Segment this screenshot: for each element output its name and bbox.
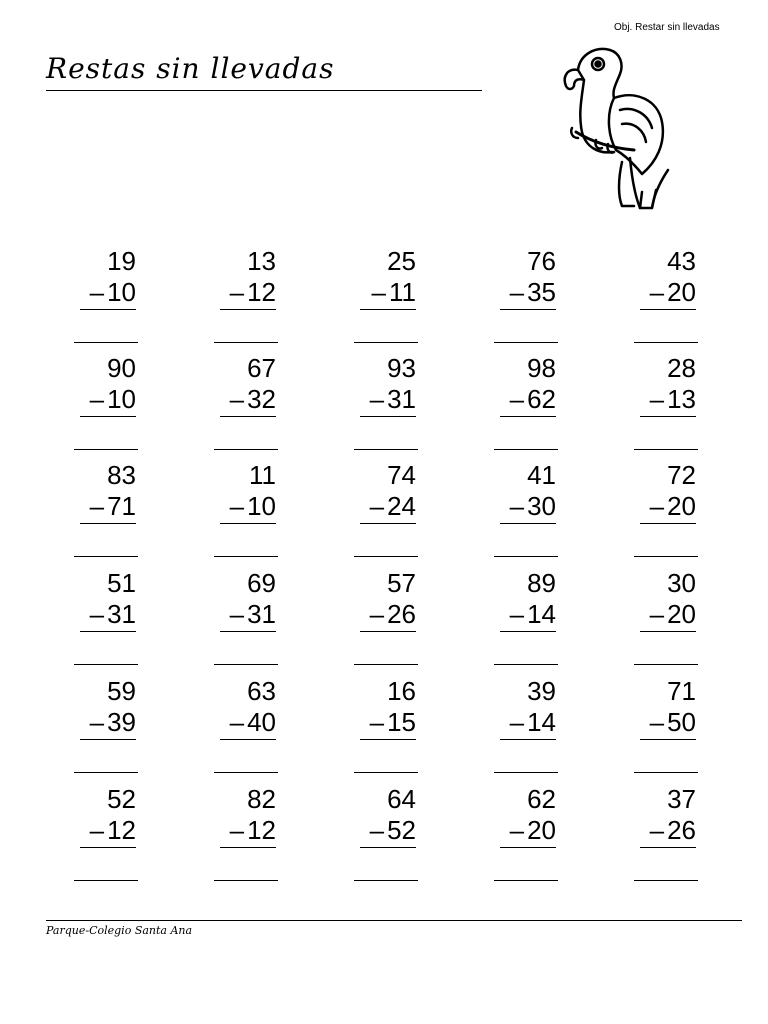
answer-blank[interactable]	[214, 449, 278, 450]
minuend: 59	[107, 676, 136, 706]
answer-blank[interactable]	[494, 556, 558, 557]
minus-sign: –	[509, 491, 525, 521]
minuend: 11	[249, 460, 276, 490]
subtrahend: 40	[247, 707, 276, 737]
minuend: 25	[387, 246, 416, 276]
minus-sign: –	[371, 277, 386, 307]
answer-blank[interactable]	[74, 342, 138, 343]
subtraction-problem	[630, 784, 710, 884]
subtraction-problem	[350, 784, 430, 884]
subtrahend: 12	[107, 815, 136, 845]
operation-rule	[360, 523, 416, 524]
minus-sign: –	[649, 277, 665, 307]
subtraction-problem	[490, 246, 570, 346]
operation-rule	[640, 309, 696, 310]
footer-school: Parque-Colegio Santa Ana	[46, 924, 193, 937]
minuend: 76	[527, 246, 556, 276]
operation-rule	[80, 739, 136, 740]
answer-blank[interactable]	[634, 556, 698, 557]
subtrahend-row	[372, 277, 416, 307]
answer-blank[interactable]	[354, 664, 418, 665]
minus-sign: –	[229, 599, 245, 629]
operation-rule	[220, 416, 276, 417]
subtraction-problem	[210, 353, 290, 453]
subtrahend: 39	[107, 707, 136, 737]
minus-sign: –	[509, 815, 525, 845]
subtrahend: 14	[527, 599, 556, 629]
minus-sign: –	[89, 277, 105, 307]
answer-blank[interactable]	[634, 449, 698, 450]
subtrahend-row	[650, 491, 696, 521]
subtraction-problem	[490, 460, 570, 560]
minuend: 30	[667, 568, 696, 598]
operation-rule	[500, 523, 556, 524]
minuend: 37	[667, 784, 696, 814]
subtrahend: 62	[527, 384, 556, 414]
subtraction-problem	[350, 353, 430, 453]
minuend: 98	[527, 353, 556, 383]
operation-rule	[220, 739, 276, 740]
minus-sign: –	[509, 384, 525, 414]
subtrahend-row	[370, 707, 416, 737]
subtraction-problem	[210, 568, 290, 668]
footer-divider	[46, 920, 742, 921]
minus-sign: –	[509, 277, 525, 307]
subtrahend: 26	[387, 599, 416, 629]
minus-sign: –	[649, 491, 665, 521]
answer-blank[interactable]	[74, 449, 138, 450]
minuend: 52	[107, 784, 136, 814]
minus-sign: –	[89, 384, 105, 414]
subtrahend-row	[90, 707, 136, 737]
subtrahend: 50	[667, 707, 696, 737]
minuend: 16	[387, 676, 416, 706]
minuend: 93	[387, 353, 416, 383]
subtrahend: 10	[107, 384, 136, 414]
operation-rule	[220, 523, 276, 524]
answer-blank[interactable]	[74, 664, 138, 665]
subtrahend: 52	[387, 815, 416, 845]
minus-sign: –	[229, 707, 245, 737]
subtraction-problem	[490, 676, 570, 776]
minuend: 41	[527, 460, 556, 490]
minus-sign: –	[509, 707, 525, 737]
subtraction-problem	[350, 676, 430, 776]
subtrahend-row	[370, 491, 416, 521]
subtraction-problem	[490, 784, 570, 884]
minuend: 57	[387, 568, 416, 598]
minus-sign: –	[509, 599, 525, 629]
minuend: 13	[247, 246, 276, 276]
operation-rule	[500, 309, 556, 310]
answer-blank[interactable]	[214, 880, 278, 881]
answer-blank[interactable]	[354, 556, 418, 557]
minuend: 69	[247, 568, 276, 598]
operation-rule	[640, 416, 696, 417]
answer-blank[interactable]	[214, 556, 278, 557]
minuend: 82	[247, 784, 276, 814]
subtraction-problem	[70, 246, 150, 346]
subtraction-problem	[630, 676, 710, 776]
subtrahend-row	[90, 384, 136, 414]
subtraction-problem	[350, 246, 430, 346]
minus-sign: –	[89, 599, 105, 629]
subtraction-problem	[70, 568, 150, 668]
subtraction-problem	[350, 460, 430, 560]
subtrahend-row	[370, 599, 416, 629]
subtraction-problem	[70, 353, 150, 453]
subtraction-problem	[490, 353, 570, 453]
operation-rule	[220, 847, 276, 848]
minuend: 83	[107, 460, 136, 490]
subtrahend: 10	[247, 491, 276, 521]
subtrahend-row	[510, 815, 556, 845]
title-underline	[46, 90, 482, 91]
minus-sign: –	[229, 384, 245, 414]
minus-sign: –	[369, 707, 385, 737]
minuend: 71	[667, 676, 696, 706]
subtrahend: 10	[107, 277, 136, 307]
minuend: 67	[247, 353, 276, 383]
subtraction-problem	[490, 568, 570, 668]
subtrahend: 12	[247, 815, 276, 845]
operation-rule	[640, 847, 696, 848]
subtrahend-row	[650, 815, 696, 845]
subtrahend-row	[230, 707, 276, 737]
minuend: 28	[667, 353, 696, 383]
minuend: 63	[247, 676, 276, 706]
operation-rule	[220, 309, 276, 310]
subtraction-problem	[210, 246, 290, 346]
answer-blank[interactable]	[634, 772, 698, 773]
subtrahend: 20	[667, 277, 696, 307]
parrot-icon	[556, 40, 686, 215]
subtrahend: 20	[667, 599, 696, 629]
subtrahend-row	[370, 815, 416, 845]
answer-blank[interactable]	[214, 342, 278, 343]
subtrahend: 12	[247, 277, 276, 307]
subtraction-problem	[210, 460, 290, 560]
answer-blank[interactable]	[74, 556, 138, 557]
subtrahend: 13	[667, 384, 696, 414]
subtrahend: 14	[527, 707, 556, 737]
minus-sign: –	[369, 599, 385, 629]
answer-blank[interactable]	[494, 664, 558, 665]
minus-sign: –	[649, 599, 665, 629]
minuend: 39	[527, 676, 556, 706]
subtrahend-row	[230, 384, 276, 414]
answer-blank[interactable]	[634, 342, 698, 343]
subtrahend: 32	[247, 384, 276, 414]
minus-sign: –	[369, 384, 385, 414]
operation-rule	[500, 739, 556, 740]
operation-rule	[80, 847, 136, 848]
operation-rule	[640, 739, 696, 740]
page-title: Restas sin llevadas	[46, 52, 335, 85]
subtrahend: 15	[387, 707, 416, 737]
subtraction-problem	[630, 353, 710, 453]
subtrahend-row	[230, 599, 276, 629]
minuend: 62	[527, 784, 556, 814]
minuend: 89	[527, 568, 556, 598]
operation-rule	[500, 416, 556, 417]
subtrahend-row	[650, 384, 696, 414]
operation-rule	[80, 523, 136, 524]
minuend: 43	[667, 246, 696, 276]
answer-blank[interactable]	[74, 880, 138, 881]
subtrahend-row	[90, 491, 136, 521]
operation-rule	[360, 416, 416, 417]
answer-blank[interactable]	[214, 772, 278, 773]
objective-text: Obj. Restar sin llevadas	[614, 22, 720, 33]
subtrahend-row	[510, 599, 556, 629]
subtrahend-row	[370, 384, 416, 414]
operation-rule	[220, 631, 276, 632]
subtraction-problem	[630, 246, 710, 346]
answer-blank[interactable]	[494, 772, 558, 773]
subtraction-problem	[210, 676, 290, 776]
minus-sign: –	[229, 815, 245, 845]
minus-sign: –	[649, 707, 665, 737]
minus-sign: –	[229, 277, 245, 307]
subtraction-problem	[630, 460, 710, 560]
operation-rule	[360, 847, 416, 848]
answer-blank[interactable]	[354, 772, 418, 773]
answer-blank[interactable]	[354, 449, 418, 450]
operation-rule	[360, 631, 416, 632]
answer-blank[interactable]	[74, 772, 138, 773]
subtrahend-row	[510, 491, 556, 521]
operation-rule	[80, 416, 136, 417]
operation-rule	[500, 847, 556, 848]
subtrahend-row	[230, 277, 276, 307]
subtrahend-row	[90, 815, 136, 845]
minuend: 64	[387, 784, 416, 814]
minus-sign: –	[369, 815, 385, 845]
subtrahend: 20	[527, 815, 556, 845]
subtrahend: 11	[389, 277, 416, 307]
minus-sign: –	[369, 491, 385, 521]
answer-blank[interactable]	[494, 880, 558, 881]
subtrahend: 31	[387, 384, 416, 414]
subtrahend: 31	[107, 599, 136, 629]
subtrahend-row	[230, 491, 276, 521]
operation-rule	[360, 309, 416, 310]
answer-blank[interactable]	[634, 880, 698, 881]
minuend: 74	[387, 460, 416, 490]
operation-rule	[640, 631, 696, 632]
subtraction-problem	[70, 676, 150, 776]
subtrahend-row	[230, 815, 276, 845]
minuend: 72	[667, 460, 696, 490]
subtrahend: 26	[667, 815, 696, 845]
subtrahend: 24	[387, 491, 416, 521]
operation-rule	[80, 631, 136, 632]
subtrahend: 31	[247, 599, 276, 629]
subtraction-problem	[70, 784, 150, 884]
subtrahend-row	[510, 384, 556, 414]
subtraction-problem	[630, 568, 710, 668]
answer-blank[interactable]	[354, 342, 418, 343]
minus-sign: –	[89, 707, 105, 737]
subtrahend-row	[510, 277, 556, 307]
minus-sign: –	[649, 815, 665, 845]
subtrahend-row	[90, 277, 136, 307]
minuend: 51	[107, 568, 136, 598]
subtrahend-row	[510, 707, 556, 737]
minuend: 19	[107, 246, 136, 276]
minus-sign: –	[89, 491, 105, 521]
subtrahend-row	[650, 277, 696, 307]
answer-blank[interactable]	[354, 880, 418, 881]
subtrahend-row	[650, 599, 696, 629]
subtrahend: 20	[667, 491, 696, 521]
answer-blank[interactable]	[494, 342, 558, 343]
operation-rule	[500, 631, 556, 632]
minus-sign: –	[89, 815, 105, 845]
subtraction-problem	[350, 568, 430, 668]
minuend: 90	[107, 353, 136, 383]
operation-rule	[640, 523, 696, 524]
minus-sign: –	[649, 384, 665, 414]
subtrahend: 35	[527, 277, 556, 307]
subtraction-problem	[210, 784, 290, 884]
subtrahend: 71	[107, 491, 136, 521]
subtrahend-row	[90, 599, 136, 629]
answer-blank[interactable]	[214, 664, 278, 665]
answer-blank[interactable]	[494, 449, 558, 450]
subtraction-problem	[70, 460, 150, 560]
subtrahend: 30	[527, 491, 556, 521]
operation-rule	[360, 739, 416, 740]
operation-rule	[80, 309, 136, 310]
subtrahend-row	[650, 707, 696, 737]
answer-blank[interactable]	[634, 664, 698, 665]
minus-sign: –	[229, 491, 245, 521]
